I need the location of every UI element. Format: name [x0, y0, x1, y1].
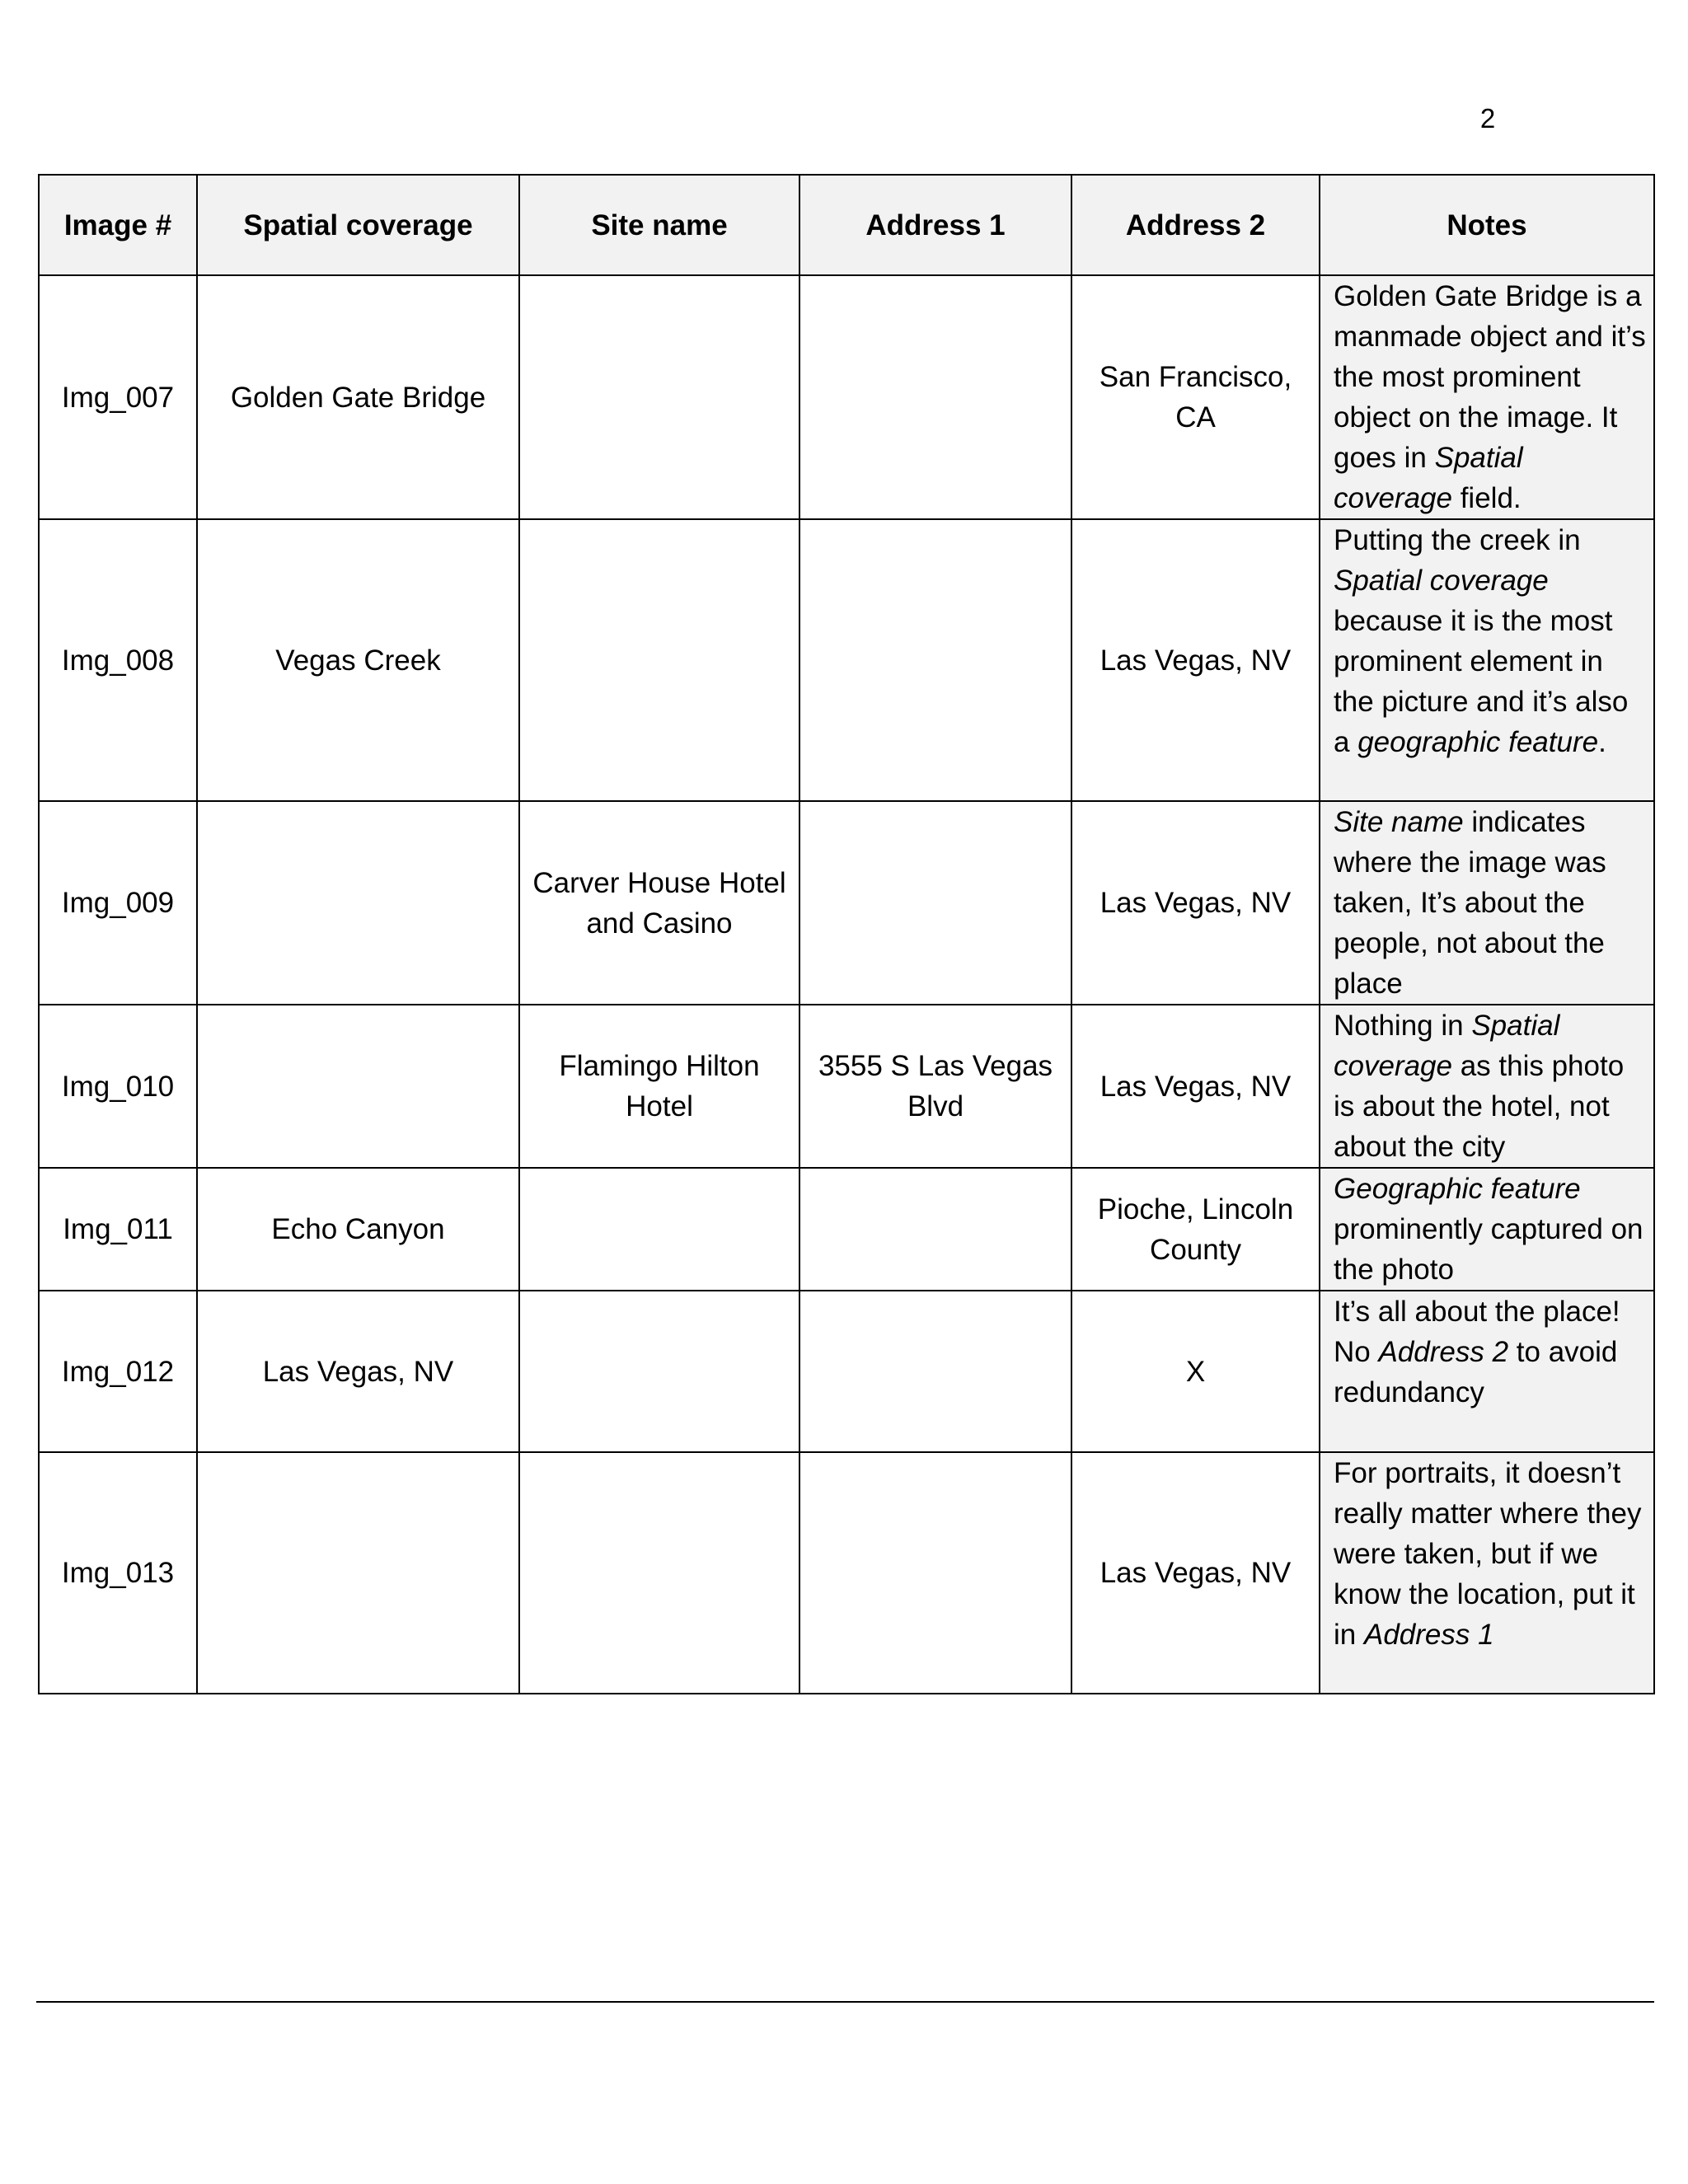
- note-emphasis: Spatial coverage: [1334, 1010, 1560, 1082]
- cell-address-1: [799, 275, 1071, 519]
- table-row: [39, 275, 1654, 519]
- cell-spatial-coverage: Echo Canyon: [197, 1168, 519, 1291]
- note-text: .: [1598, 726, 1606, 758]
- cell-address-2: Las Vegas, NV: [1071, 801, 1320, 1005]
- header-notes: Notes: [1320, 175, 1654, 275]
- note-emphasis: Address 1: [1363, 1619, 1494, 1651]
- note-emphasis: Spatial coverage: [1334, 565, 1549, 597]
- cell-address-2: Las Vegas, NV: [1071, 519, 1320, 801]
- cell-image-number: Img_013: [39, 1452, 197, 1694]
- image-metadata-table: [38, 174, 1655, 1694]
- note-text: Nothing in: [1334, 1010, 1472, 1042]
- note-text: because it is the most prominent element in the picture and it’s also a: [1334, 605, 1629, 758]
- note-emphasis: geographic feature: [1357, 726, 1599, 758]
- footer-divider: [36, 2001, 1654, 2003]
- cell-image-number: Img_011: [39, 1168, 197, 1291]
- cell-spatial-coverage: [197, 1005, 519, 1168]
- cell-spatial-coverage: Las Vegas, NV: [197, 1291, 519, 1452]
- header-image-number: Image #: [39, 175, 197, 275]
- note-emphasis: Spatial coverage: [1334, 442, 1523, 514]
- note-text: Golden Gate Bridge is a manmade object and it’s the most prominent object on the image. It goes in: [1334, 280, 1646, 474]
- cell-address-2: Las Vegas, NV: [1071, 1005, 1320, 1168]
- cell-image-number: Img_009: [39, 801, 197, 1005]
- cell-address-2: Las Vegas, NV: [1071, 1452, 1320, 1694]
- cell-address-1: 3555 S Las Vegas Blvd: [799, 1005, 1071, 1168]
- cell-image-number: Img_007: [39, 275, 197, 519]
- header-site-name: Site name: [519, 175, 799, 275]
- cell-site-name: [519, 1168, 799, 1291]
- note-text: For portraits, it doesn’t really matter where they were taken, but if we know the location, put it in: [1334, 1457, 1642, 1651]
- note-emphasis: Site name: [1334, 806, 1464, 838]
- table-row: [39, 519, 1654, 801]
- note-text: It’s all about the place!: [1334, 1296, 1620, 1328]
- cell-notes: [1320, 519, 1654, 801]
- cell-image-number: Img_012: [39, 1291, 197, 1452]
- cell-site-name: [519, 519, 799, 801]
- cell-image-number: Img_010: [39, 1005, 197, 1168]
- cell-address-1: [799, 1168, 1071, 1291]
- note-text: No: [1334, 1336, 1379, 1368]
- header-address-2: Address 2: [1071, 175, 1320, 275]
- note-emphasis: Address 2: [1378, 1336, 1509, 1368]
- cell-site-name: [519, 275, 799, 519]
- header-address-1: Address 1: [799, 175, 1071, 275]
- cell-address-1: [799, 801, 1071, 1005]
- table-row: [39, 1291, 1654, 1452]
- cell-spatial-coverage: Golden Gate Bridge: [197, 275, 519, 519]
- cell-spatial-coverage: [197, 1452, 519, 1694]
- cell-site-name: [519, 1291, 799, 1452]
- table-row: [39, 1452, 1654, 1694]
- cell-image-number: Img_008: [39, 519, 197, 801]
- note-text: to avoid redundancy: [1334, 1336, 1618, 1408]
- note-text: as this photo is about the hotel, not about the city: [1334, 1050, 1625, 1163]
- table-row: [39, 1005, 1654, 1168]
- table-header-row: [39, 175, 1654, 275]
- cell-notes: [1320, 1005, 1654, 1168]
- cell-address-1: [799, 1291, 1071, 1452]
- cell-notes: [1320, 1168, 1654, 1291]
- cell-address-2: San Francisco, CA: [1071, 275, 1320, 519]
- header-spatial-coverage: Spatial coverage: [197, 175, 519, 275]
- cell-spatial-coverage: [197, 801, 519, 1005]
- note-text: field.: [1451, 482, 1522, 514]
- cell-notes: [1320, 1452, 1654, 1694]
- note-text: indicates where the image was taken, It’s about the people, not about the place: [1334, 806, 1606, 1000]
- note-text: Putting the creek in: [1334, 524, 1581, 556]
- note-emphasis: Geographic feature: [1334, 1173, 1581, 1205]
- cell-address-2: X: [1071, 1291, 1320, 1452]
- cell-address-1: [799, 519, 1071, 801]
- cell-site-name: Flamingo Hilton Hotel: [519, 1005, 799, 1168]
- cell-site-name: Carver House Hotel and Casino: [519, 801, 799, 1005]
- cell-notes: [1320, 1291, 1654, 1452]
- cell-notes: [1320, 801, 1654, 1005]
- cell-address-2: Pioche, Lincoln County: [1071, 1168, 1320, 1291]
- page-number: 2: [1479, 103, 1496, 134]
- table-row: [39, 1168, 1654, 1291]
- table-row: [39, 801, 1654, 1005]
- cell-site-name: [519, 1452, 799, 1694]
- note-text: prominently captured on the photo: [1334, 1213, 1643, 1286]
- cell-spatial-coverage: Vegas Creek: [197, 519, 519, 801]
- cell-address-1: [799, 1452, 1071, 1694]
- cell-notes: [1320, 275, 1654, 519]
